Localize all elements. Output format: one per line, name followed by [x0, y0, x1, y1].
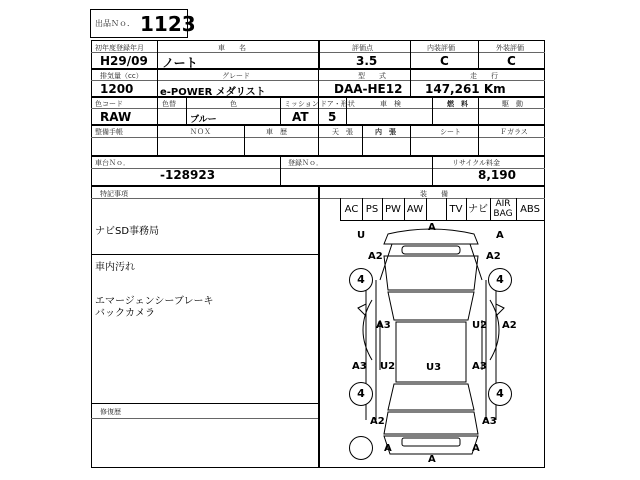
- equip-ac: AC: [344, 204, 359, 215]
- mark-bottom-a-left: A: [384, 443, 392, 454]
- history-label: 車 歴: [266, 128, 287, 136]
- doors-label: ドア・形状: [320, 100, 355, 108]
- color-code-label: 色コード: [95, 100, 123, 108]
- color-code-value: RAW: [100, 110, 132, 124]
- doors-value: 5: [328, 110, 337, 124]
- interior-value: C: [440, 54, 449, 68]
- mark-a3-left: A3: [376, 320, 391, 331]
- equip-aw: AW: [406, 204, 424, 215]
- equip-navi: ナビ: [468, 204, 488, 215]
- mark-u3: U3: [426, 362, 442, 373]
- interior-label: 内装評価: [427, 44, 455, 52]
- cc-label: 排気量（cc）: [100, 72, 143, 80]
- mark-top-right-a: A: [496, 230, 504, 241]
- mark-a2-bl: A2: [370, 416, 385, 427]
- mission-label: ミッション: [284, 100, 319, 108]
- grade-value: e-POWER メダリスト: [160, 87, 266, 98]
- recycle-label: リサイクル料金: [452, 159, 501, 167]
- equip-ps: PS: [365, 204, 379, 215]
- lot-number: 1123: [140, 12, 196, 36]
- mark-u2-right: U2: [472, 320, 488, 331]
- mark-top-a: A: [428, 222, 436, 233]
- note-line-1: ナビSD事務局: [95, 226, 160, 237]
- mark-top-u: U: [357, 230, 366, 241]
- manual-label: 整備手帳: [95, 128, 123, 136]
- fuel-label: 燃 料: [447, 100, 468, 108]
- mark-a2-right: A2: [486, 251, 501, 262]
- tire-front-left: 4: [349, 268, 373, 292]
- color-label: 色: [230, 100, 237, 108]
- nox-label: ＮＯＸ: [190, 128, 211, 136]
- roof-label: 天 張: [332, 128, 353, 136]
- exterior-value: C: [507, 54, 516, 68]
- tire-front-right: 4: [488, 268, 512, 292]
- mark-a3-br2: A3: [482, 416, 497, 427]
- inspection-label: 車 検: [380, 100, 401, 108]
- drive-label: 駆 動: [502, 100, 523, 108]
- equip-pw: PW: [385, 204, 401, 215]
- note-line-3: エマージェンシーブレーキ: [95, 296, 214, 307]
- cc-value: 1200: [100, 82, 134, 96]
- year-value: H29/09: [100, 54, 148, 68]
- mission-value: AT: [292, 110, 309, 124]
- note-line-2: 車内汚れ: [95, 262, 135, 273]
- exterior-label: 外装評価: [496, 44, 524, 52]
- reg-label: 登録Ｎｏ．: [288, 159, 323, 167]
- car-name-value: ノート: [162, 56, 198, 70]
- car-name-label: 車 名: [218, 44, 246, 52]
- chassis-value: -128923: [160, 168, 216, 182]
- mark-a2-right2: A2: [502, 320, 517, 331]
- equip-tv: TV: [449, 204, 463, 215]
- equipment-header: 装 備: [420, 190, 448, 198]
- score-label: 評価点: [352, 44, 373, 52]
- mileage-value: 147,261 Km: [425, 82, 506, 96]
- fglass-label: Ｆガラス: [500, 128, 528, 136]
- mark-bottom-a: A: [428, 454, 436, 465]
- note-line-4: バックカメラ: [95, 308, 155, 319]
- mark-a3-bl: A3: [352, 361, 367, 372]
- repair-history-label: 修復歴: [100, 408, 121, 416]
- equip-abs: ABS: [520, 204, 540, 215]
- recycle-value: 8,190: [478, 168, 516, 182]
- tire-rear-left: 4: [349, 382, 373, 406]
- year-label: 初年度登録年月: [95, 44, 144, 52]
- color-change-label: 色替: [162, 100, 176, 108]
- color-value: ブルー: [190, 115, 217, 125]
- mark-u2-mid: U2: [380, 361, 396, 372]
- mark-a2-left: A2: [368, 251, 383, 262]
- mark-a3-br: A3: [472, 361, 487, 372]
- score-value: 3.5: [356, 54, 378, 68]
- chassis-label: 車台Ｎｏ．: [95, 159, 130, 167]
- mark-bottom-a-right: A: [472, 443, 480, 454]
- model-value: DAA-HE12: [334, 82, 403, 96]
- seat-label: シート: [440, 128, 461, 136]
- model-label: 型 式: [358, 72, 386, 80]
- equip-airbag: AIR BAG: [493, 199, 513, 219]
- tire-rear-right: 4: [488, 382, 512, 406]
- upholstery-label: 内 張: [375, 128, 396, 136]
- mileage-label: 走 行: [470, 72, 498, 80]
- lot-label: 出品Ｎｏ．: [95, 19, 135, 28]
- spare-tire-circle: [349, 436, 373, 460]
- grade-label: グレード: [222, 72, 250, 80]
- car-diagram: [318, 220, 545, 468]
- notes-header: 特記事項: [100, 190, 128, 198]
